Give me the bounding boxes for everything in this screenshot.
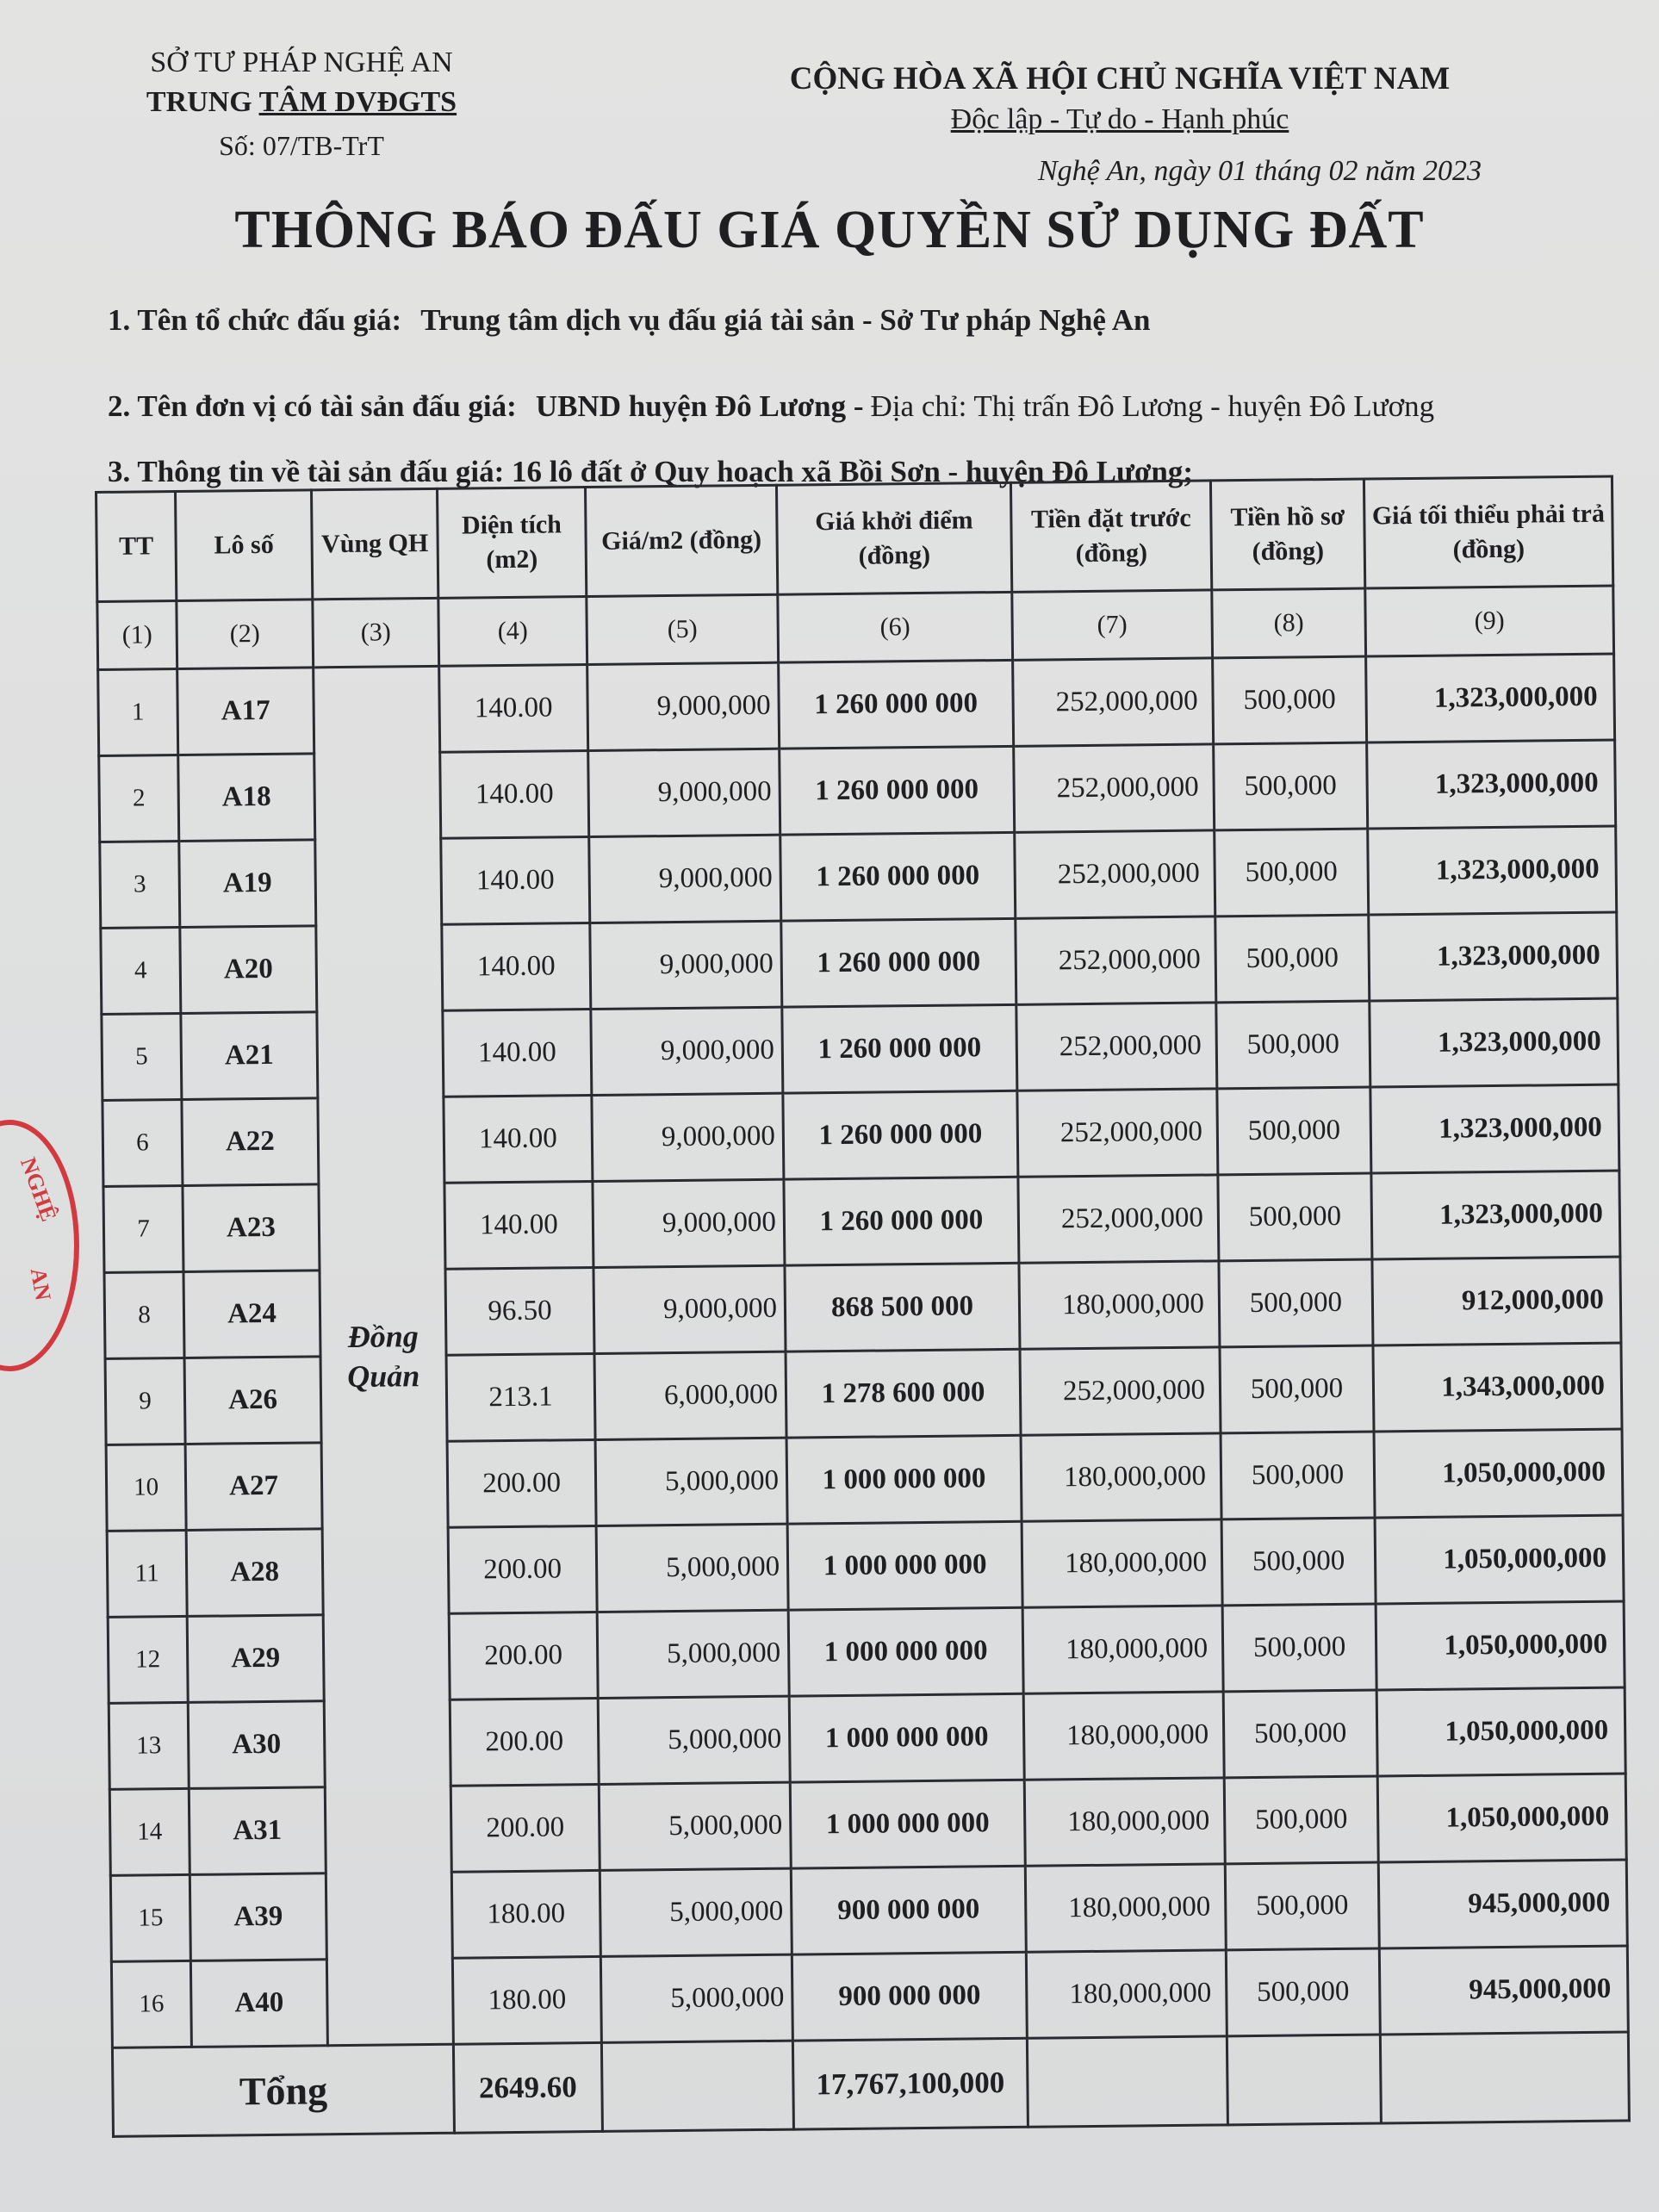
minimum-payment-cell: 1,050,000,000: [1374, 1429, 1623, 1518]
dossier-fee-cell: 500,000: [1213, 656, 1367, 744]
lot-id-cell: A24: [183, 1271, 320, 1358]
dossier-fee-cell: 500,000: [1215, 829, 1369, 916]
price-per-m2-cell: 9,000,000: [593, 1179, 785, 1267]
dossier-fee-cell: 500,000: [1218, 1173, 1372, 1261]
price-per-m2-cell: 5,000,000: [598, 1696, 790, 1784]
lot-id-cell: A18: [178, 754, 315, 842]
dossier-fee-cell: 500,000: [1224, 1776, 1378, 1864]
starting-price-cell: 900 000 000: [792, 1952, 1027, 2041]
starting-price-cell: 1 260 000 000: [780, 746, 1015, 835]
info-1-label: 1. Tên tổ chức đấu giá:: [108, 303, 402, 337]
row-number-cell: 12: [108, 1616, 188, 1703]
deposit-cell: 252,000,000: [1016, 916, 1216, 1004]
total-empty-cell: [1380, 2032, 1629, 2123]
column-number-cell: (2): [177, 600, 314, 669]
minimum-payment-cell: 1,050,000,000: [1376, 1687, 1625, 1776]
table-header-row: [96, 476, 1613, 601]
lot-id-cell: A19: [179, 840, 316, 928]
starting-price-cell: 1 000 000 000: [789, 1693, 1024, 1782]
area-cell: 200.00: [449, 1612, 598, 1699]
price-per-m2-cell: 5,000,000: [595, 1438, 787, 1525]
minimum-payment-cell: 1,050,000,000: [1375, 1515, 1624, 1604]
dossier-fee-cell: 500,000: [1226, 1948, 1380, 2036]
deposit-cell: 180,000,000: [1026, 1950, 1227, 2038]
starting-price-cell: 1 278 600 000: [786, 1349, 1021, 1438]
dossier-fee-cell: 500,000: [1219, 1259, 1373, 1347]
row-number-cell: 1: [98, 669, 178, 756]
starting-price-cell: 868 500 000: [785, 1263, 1020, 1351]
info-2-value: Địa chỉ: Thị trấn Đô Lương - huyện Đô Lương: [870, 389, 1435, 423]
total-label: Tổng: [112, 2044, 454, 2136]
starting-price-cell: 1 260 000 000: [780, 832, 1016, 921]
starting-price-cell: 1 000 000 000: [787, 1521, 1022, 1610]
column-number-cell: (6): [778, 592, 1013, 662]
price-per-m2-cell: 9,000,000: [588, 749, 780, 836]
header-cell: TT: [96, 492, 177, 602]
area-cell: 200.00: [448, 1525, 597, 1613]
stamp-text-a: NGHỆ: [16, 1153, 62, 1225]
price-per-m2-cell: 5,000,000: [600, 1868, 792, 1956]
total-empty-cell: [1027, 2036, 1227, 2127]
header-cell: Lô số: [176, 490, 313, 601]
lot-id-cell: A23: [183, 1184, 320, 1272]
row-number-cell: 13: [109, 1702, 189, 1789]
deposit-cell: 252,000,000: [1015, 830, 1215, 918]
starting-price-cell: 1 000 000 000: [790, 1780, 1025, 1868]
red-seal-stamp: [0, 1120, 79, 1371]
header-cell: Tiền đặt trước (đồng): [1010, 481, 1211, 592]
starting-price-cell: 1 260 000 000: [782, 1004, 1017, 1093]
column-number-cell: (3): [313, 598, 439, 668]
row-number-cell: 14: [109, 1788, 190, 1875]
header-cell: Diện tích (m2): [437, 488, 586, 599]
area-cell: 140.00: [440, 751, 589, 839]
row-number-cell: 2: [99, 755, 179, 842]
header-cell: Vùng QH: [312, 488, 438, 600]
deposit-cell: 180,000,000: [1023, 1692, 1224, 1780]
info-1-value: Trung tâm dịch vụ đấu giá tài sản - Sở Tư pháp Nghệ An: [420, 303, 1151, 337]
column-number-cell: (4): [438, 597, 587, 667]
row-number-cell: 15: [110, 1874, 190, 1961]
nation-name: CỘNG HÒA XÃ HỘI CHỦ NGHĨA VIỆT NAM: [789, 61, 1451, 96]
org-parent: SỞ TƯ PHÁP NGHỆ AN: [150, 47, 453, 78]
lot-id-cell: A17: [177, 668, 314, 755]
lot-id-cell: A21: [181, 1012, 318, 1100]
info-2-value-bold: UBND huyện Đô Lương -: [535, 389, 864, 423]
row-number-cell: 4: [101, 927, 181, 1014]
minimum-payment-cell: 945,000,000: [1378, 1860, 1627, 1948]
org-unit: [121, 83, 482, 122]
area-cell: 200.00: [450, 1784, 600, 1872]
minimum-payment-cell: 912,000,000: [1372, 1257, 1621, 1345]
org-unit-part-b: TÂM DVĐGTS: [258, 86, 457, 118]
dossier-fee-cell: 500,000: [1223, 1690, 1377, 1778]
starting-price-cell: 1 260 000 000: [783, 1090, 1018, 1179]
national-motto: Độc lập - Tự do - Hạnh phúc: [950, 103, 1289, 135]
minimum-payment-cell: 1,323,000,000: [1370, 998, 1619, 1087]
lot-id-cell: A20: [180, 926, 317, 1014]
deposit-cell: 180,000,000: [1025, 1864, 1226, 1952]
price-per-m2-cell: 6,000,000: [594, 1351, 786, 1439]
price-per-m2-cell: 9,000,000: [591, 1007, 783, 1095]
row-number-cell: 10: [106, 1444, 186, 1531]
lot-id-cell: A27: [185, 1443, 322, 1531]
area-cell: 140.00: [443, 1010, 592, 1097]
table-row: [98, 654, 1615, 755]
minimum-payment-cell: 1,323,000,000: [1368, 826, 1617, 915]
minimum-payment-cell: 1,343,000,000: [1373, 1343, 1622, 1432]
area-cell: 213.1: [446, 1353, 595, 1441]
row-number-cell: 7: [103, 1185, 183, 1272]
dossier-fee-cell: 500,000: [1221, 1432, 1375, 1519]
lot-id-cell: A39: [190, 1873, 326, 1961]
deposit-cell: 252,000,000: [1014, 744, 1215, 832]
column-number-cell: (7): [1012, 590, 1213, 660]
price-per-m2-cell: 5,000,000: [600, 1954, 792, 2042]
column-number-cell: (1): [97, 601, 177, 670]
area-cell: 140.00: [439, 665, 588, 753]
row-number-cell: 16: [111, 1960, 191, 2047]
price-per-m2-cell: 9,000,000: [587, 662, 780, 750]
org-unit-part-a: TRUNG: [146, 86, 259, 118]
dossier-fee-cell: 500,000: [1222, 1604, 1376, 1692]
deposit-cell: 180,000,000: [1019, 1261, 1220, 1349]
column-number-cell: (9): [1365, 586, 1614, 656]
minimum-payment-cell: 1,323,000,000: [1371, 1171, 1620, 1259]
lot-id-cell: A30: [188, 1701, 325, 1789]
lot-id-cell: A40: [190, 1960, 327, 2047]
deposit-cell: 252,000,000: [1018, 1175, 1219, 1263]
stamp-text-b: AN: [25, 1265, 56, 1302]
total-empty-cell: [1227, 2035, 1381, 2125]
minimum-payment-cell: 1,323,000,000: [1367, 740, 1616, 829]
dossier-fee-cell: 500,000: [1221, 1518, 1376, 1606]
header-cell: Giá tối thiểu phải trả (đồng): [1364, 476, 1612, 588]
info-asset-owner: [108, 389, 1434, 424]
deposit-cell: 252,000,000: [1016, 1003, 1217, 1090]
row-number-cell: 9: [105, 1358, 185, 1445]
deposit-cell: 180,000,000: [1022, 1606, 1223, 1693]
deposit-cell: 252,000,000: [1017, 1089, 1218, 1177]
lot-id-cell: A29: [187, 1615, 324, 1703]
row-number-cell: 3: [100, 841, 180, 928]
auction-lots-table: [95, 475, 1631, 2138]
header-cell: Giá/m2 (đồng): [585, 485, 777, 596]
dossier-fee-cell: 500,000: [1216, 1001, 1370, 1089]
starting-price-cell: 900 000 000: [791, 1866, 1026, 1954]
header-cell: Tiền hồ sơ (đồng): [1210, 479, 1364, 590]
deposit-cell: 180,000,000: [1024, 1778, 1225, 1866]
row-number-cell: 11: [107, 1530, 187, 1617]
price-per-m2-cell: 5,000,000: [596, 1524, 788, 1612]
area-cell: 140.00: [444, 1181, 593, 1269]
dossier-fee-cell: 500,000: [1217, 1087, 1371, 1175]
minimum-payment-cell: 1,323,000,000: [1370, 1084, 1619, 1173]
minimum-payment-cell: 1,323,000,000: [1366, 654, 1615, 743]
dossier-fee-cell: 500,000: [1214, 743, 1368, 830]
area-cell: 140.00: [442, 923, 591, 1011]
page-title: THÔNG BÁO ĐẤU GIÁ QUYỀN SỬ DỤNG ĐẤT: [234, 201, 1425, 259]
price-per-m2-cell: 9,000,000: [590, 921, 782, 1009]
document-date: Nghệ An, ngày 01 tháng 02 năm 2023: [1037, 155, 1482, 187]
dossier-fee-cell: 500,000: [1215, 915, 1370, 1003]
area-cell: 200.00: [447, 1439, 596, 1527]
area-cell: 140.00: [441, 837, 590, 925]
info-auction-organizer: [108, 303, 1150, 338]
minimum-payment-cell: 1,050,000,000: [1377, 1774, 1626, 1862]
price-per-m2-cell: 5,000,000: [597, 1610, 789, 1698]
row-number-cell: 5: [102, 1013, 182, 1100]
dossier-fee-cell: 500,000: [1220, 1345, 1374, 1433]
starting-price-cell: 1 260 000 000: [784, 1177, 1019, 1265]
price-per-m2-cell: 9,000,000: [592, 1093, 784, 1181]
area-cell: 140.00: [444, 1095, 593, 1183]
header-cell: Giá khởi điểm (đồng): [776, 482, 1011, 594]
zone-cell: Đồng Quản: [314, 666, 454, 2045]
deposit-cell: 252,000,000: [1020, 1347, 1221, 1435]
area-cell: 180.00: [451, 1870, 600, 1958]
price-per-m2-cell: 9,000,000: [593, 1265, 786, 1353]
minimum-payment-cell: 945,000,000: [1379, 1946, 1628, 2035]
lot-id-cell: A26: [184, 1357, 321, 1445]
total-empty-cell: [601, 2041, 793, 2131]
lot-id-cell: A28: [186, 1529, 323, 1617]
minimum-payment-cell: 1,050,000,000: [1376, 1601, 1625, 1690]
total-row: [112, 2032, 1629, 2136]
total-start-price: 17,767,100,000: [792, 2038, 1028, 2129]
starting-price-cell: 1 260 000 000: [781, 918, 1016, 1007]
dossier-fee-cell: 500,000: [1225, 1862, 1379, 1950]
price-per-m2-cell: 9,000,000: [589, 835, 781, 923]
table-body: [98, 654, 1629, 2047]
deposit-cell: 180,000,000: [1022, 1519, 1222, 1607]
area-cell: 180.00: [452, 1956, 601, 2044]
starting-price-cell: 1 000 000 000: [786, 1435, 1022, 1524]
starting-price-cell: 1 260 000 000: [779, 660, 1014, 749]
document-number: Số: 07/TB-TrT: [219, 130, 384, 161]
deposit-cell: 180,000,000: [1021, 1433, 1221, 1521]
row-number-cell: 8: [104, 1271, 184, 1358]
lot-id-cell: A22: [182, 1098, 319, 1186]
lot-id-cell: A31: [189, 1787, 326, 1875]
deposit-cell: 252,000,000: [1013, 658, 1214, 746]
total-area: 2649.60: [453, 2042, 602, 2133]
starting-price-cell: 1 000 000 000: [788, 1607, 1023, 1696]
issuing-organization: [121, 43, 482, 165]
column-number-cell: (5): [587, 594, 779, 664]
minimum-payment-cell: 1,323,000,000: [1369, 912, 1618, 1001]
area-cell: 200.00: [450, 1698, 599, 1786]
area-cell: 96.50: [445, 1267, 594, 1355]
column-number-cell: (8): [1212, 588, 1366, 658]
national-header: [672, 59, 1568, 140]
info-2-label: 2. Tên đơn vị có tài sản đấu giá:: [108, 389, 517, 423]
row-number-cell: 6: [103, 1099, 183, 1186]
info-3-text: 3. Thông tin về tài sản đấu giá: 16 lô đất ở Quy hoạch xã Bồi Sơn - huyện Đô Lương;: [108, 455, 1194, 488]
price-per-m2-cell: 5,000,000: [599, 1782, 791, 1870]
